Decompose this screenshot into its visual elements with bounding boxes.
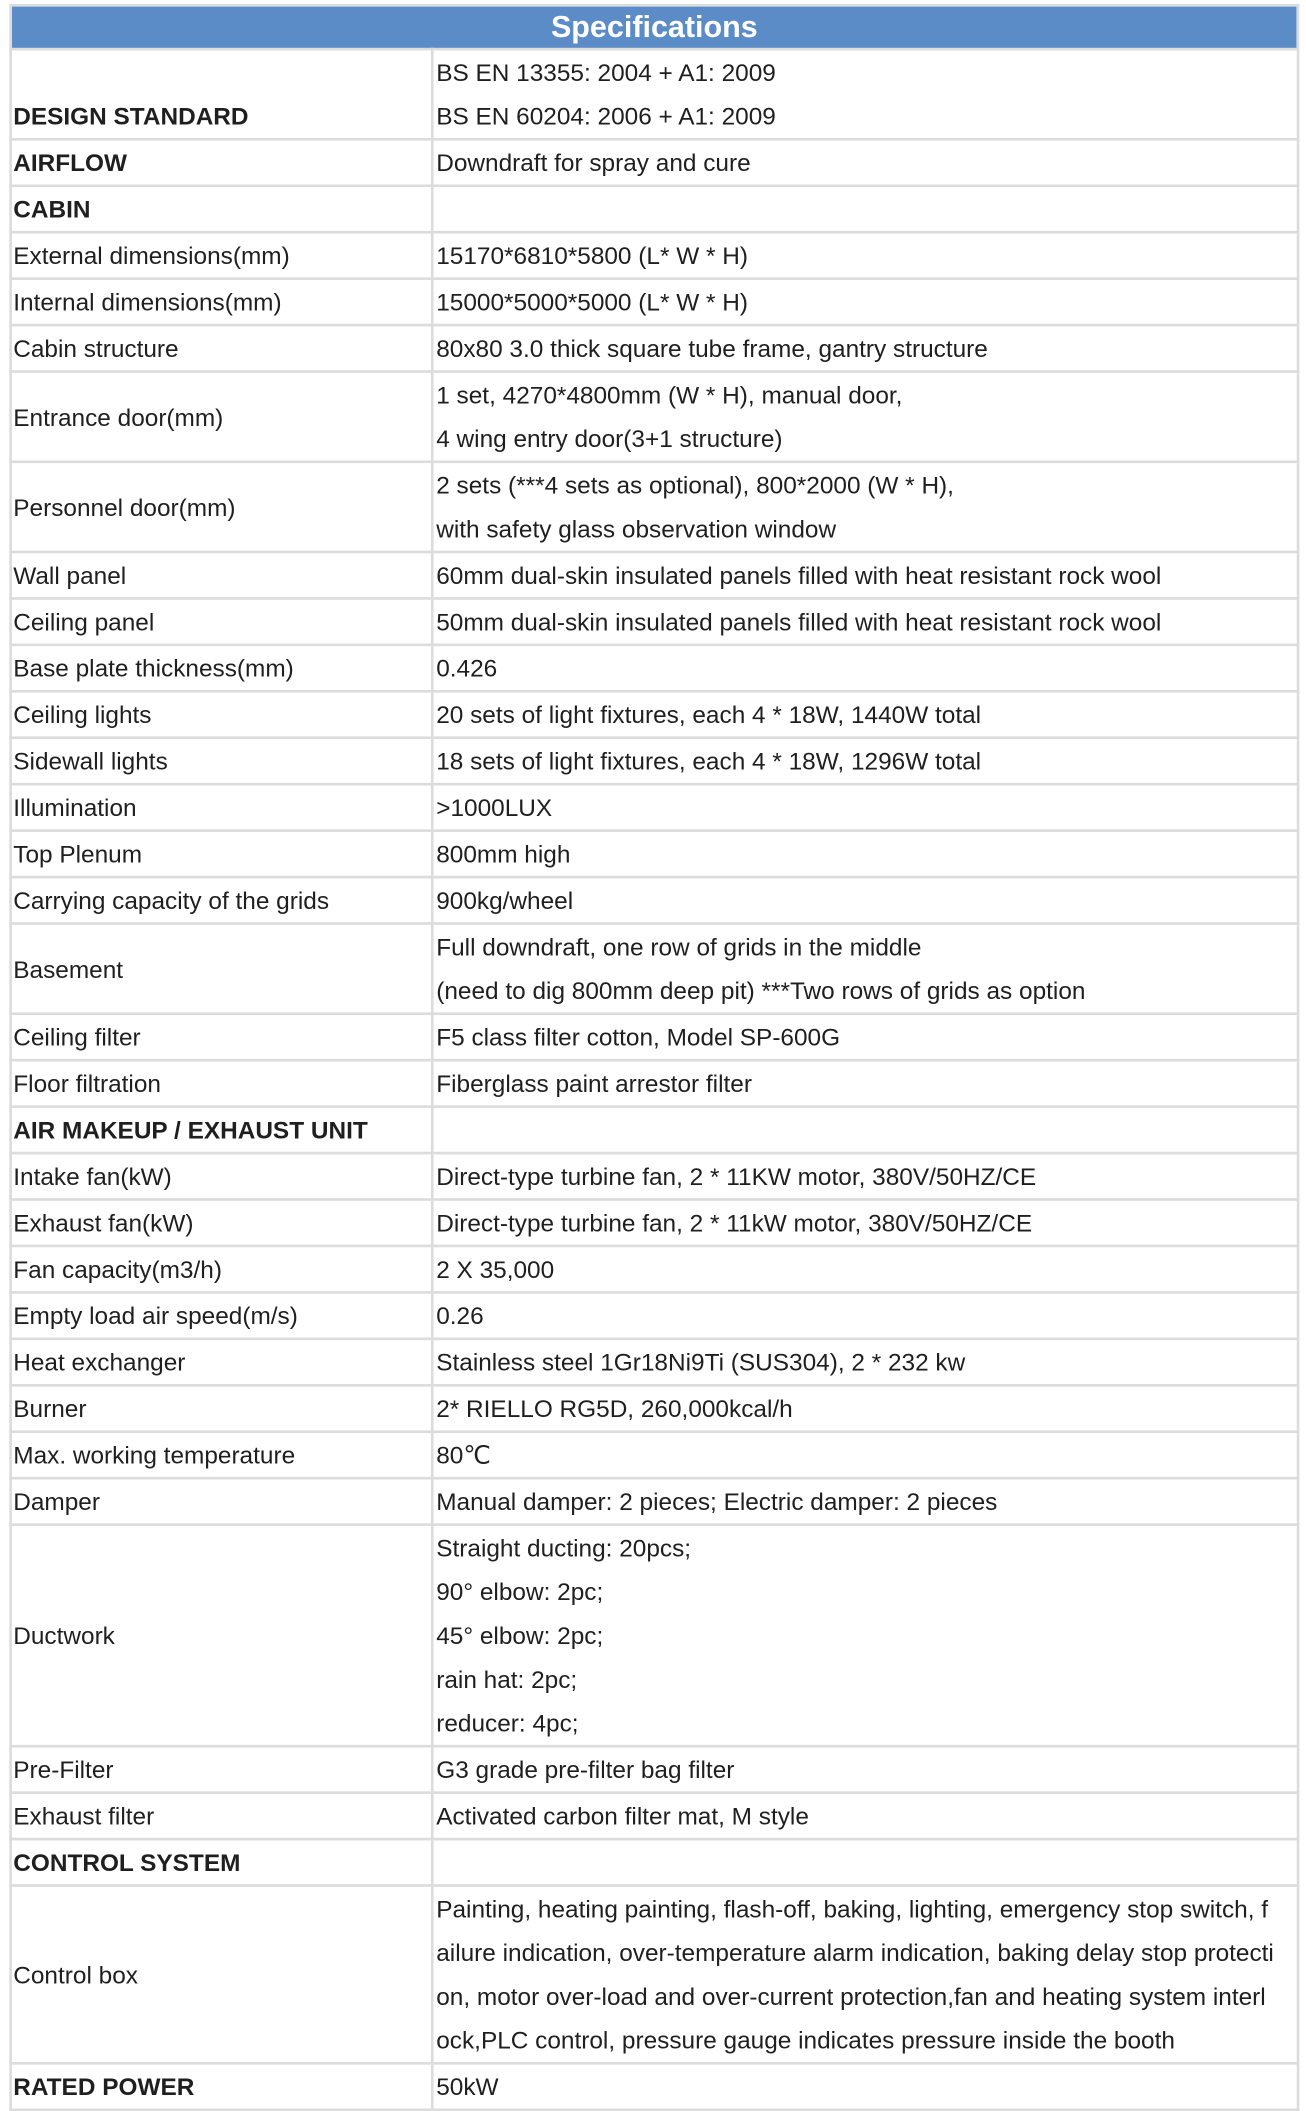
- spec-value-line: Straight ducting: 20pcs;: [436, 1533, 692, 1562]
- spec-value-line: 0.26: [436, 1301, 484, 1330]
- spec-value-line: (need to dig 800mm deep pit) ***Two rows of grids as option: [436, 976, 1086, 1005]
- spec-value-line: 80℃: [436, 1441, 491, 1469]
- spec-value: [432, 924, 1298, 1014]
- spec-value-line: Activated carbon filter mat, M style: [436, 1801, 809, 1830]
- spec-value-line: Downdraft for spray and cure: [436, 148, 751, 177]
- spec-value-line: ailure indication, over-temperature alarm indication, baking delay stop protecti: [436, 1938, 1274, 1967]
- section-label: RATED POWER: [11, 2063, 433, 2109]
- spec-label: Damper: [11, 1478, 433, 1524]
- spec-label: Base plate thickness(mm): [11, 645, 433, 691]
- table-row: [11, 1107, 1298, 1153]
- spec-value-line: 4 wing entry door(3+1 structure): [436, 424, 783, 453]
- table-row: [11, 1153, 1298, 1199]
- table-row: [11, 139, 1298, 185]
- table-row: [11, 691, 1298, 737]
- spec-value: [432, 186, 1298, 232]
- table-row: [11, 877, 1298, 923]
- spec-value-line: >1000LUX: [436, 793, 553, 822]
- spec-label: Exhaust filter: [11, 1793, 433, 1839]
- spec-value-line: Fiberglass paint arrestor filter: [436, 1069, 752, 1098]
- spec-value: [432, 1839, 1298, 1885]
- spec-label: Illumination: [11, 784, 433, 830]
- spec-label: Ceiling filter: [11, 1014, 433, 1060]
- spec-value-line: ock,PLC control, pressure gauge indicates pressure inside the booth: [436, 2026, 1175, 2055]
- spec-value: [432, 552, 1298, 598]
- spec-label: Wall panel: [11, 552, 433, 598]
- table-row: [11, 1478, 1298, 1524]
- spec-value: [432, 1014, 1298, 1060]
- spec-value: [432, 598, 1298, 644]
- spec-value-line: Painting, heating painting, flash-off, baking, lighting, emergency stop switch, f: [436, 1894, 1269, 1923]
- spec-value: [432, 1385, 1298, 1431]
- spec-label: Personnel door(mm): [11, 462, 433, 552]
- spec-label: Pre-Filter: [11, 1746, 433, 1792]
- spec-value-line: 80x80 3.0 thick square tube frame, gantry structure: [436, 334, 988, 363]
- spec-value: [432, 784, 1298, 830]
- spec-value-line: 18 sets of light fixtures, each 4 * 18W, 1296W total: [436, 747, 982, 775]
- spec-value: [432, 279, 1298, 325]
- table-row: [11, 325, 1298, 371]
- spec-value: [432, 49, 1298, 139]
- table-row: [11, 1246, 1298, 1292]
- table-row: [11, 598, 1298, 644]
- table-row: [11, 49, 1298, 139]
- spec-label: Carrying capacity of the grids: [11, 877, 433, 923]
- spec-value: [432, 877, 1298, 923]
- table-row: [11, 2063, 1298, 2109]
- table-row: [11, 372, 1298, 462]
- spec-value-line: 2* RIELLO RG5D, 260,000kcal/h: [436, 1394, 793, 1423]
- spec-value-line: 800mm high: [436, 839, 571, 868]
- spec-value-line: 900kg/wheel: [436, 886, 574, 915]
- spec-value-line: Direct-type turbine fan, 2 * 11kW motor, 380V/50HZ/CE: [436, 1208, 1033, 1237]
- table-header: [11, 5, 1298, 49]
- spec-label: Ceiling panel: [11, 598, 433, 644]
- table-row: [11, 1385, 1298, 1431]
- table-row: [11, 738, 1298, 784]
- section-label: DESIGN STANDARD: [11, 49, 433, 139]
- section-label: CONTROL SYSTEM: [11, 1839, 433, 1885]
- spec-label: Top Plenum: [11, 831, 433, 877]
- spec-value: [432, 462, 1298, 552]
- spec-value-line: BS EN 13355: 2004 + A1: 2009: [436, 58, 776, 87]
- spec-value-line: 1 set, 4270*4800mm (W * H), manual door,: [436, 380, 903, 409]
- spec-label: Heat exchanger: [11, 1339, 433, 1385]
- spec-value: [432, 139, 1298, 185]
- table-row: [11, 1292, 1298, 1338]
- table-row: [11, 784, 1298, 830]
- spec-value-line: Manual damper: 2 pieces; Electric damper: 2 pieces: [436, 1487, 998, 1516]
- table-row: [11, 1886, 1298, 2064]
- spec-value-line: Full downdraft, one row of grids in the middle: [436, 932, 922, 961]
- spec-label: External dimensions(mm): [11, 232, 433, 278]
- spec-label: Ceiling lights: [11, 691, 433, 737]
- spec-value: [432, 691, 1298, 737]
- section-label: AIRFLOW: [11, 139, 433, 185]
- spec-value: [432, 1339, 1298, 1385]
- spec-value: [432, 2063, 1298, 2109]
- spec-value: [432, 1746, 1298, 1792]
- spec-value-line: F5 class filter cotton, Model SP-600G: [436, 1023, 841, 1051]
- spec-label: Sidewall lights: [11, 738, 433, 784]
- spec-value-line: 50mm dual-skin insulated panels filled with heat resistant rock wool: [436, 607, 1162, 636]
- spec-value: [432, 645, 1298, 691]
- table-row: [11, 645, 1298, 691]
- spec-value-line: 90° elbow: 2pc;: [436, 1577, 604, 1606]
- table-row: [11, 1200, 1298, 1246]
- spec-label: Ductwork: [11, 1525, 433, 1747]
- table-row: [11, 186, 1298, 232]
- table-row: [11, 1060, 1298, 1106]
- spec-label: Cabin structure: [11, 325, 433, 371]
- spec-value-line: 2 sets (***4 sets as optional), 800*2000 (W * H),: [436, 471, 954, 499]
- spec-label: Internal dimensions(mm): [11, 279, 433, 325]
- spec-value-line: on, motor over-load and over-current protection,fan and heating system interl: [436, 1982, 1266, 2011]
- specifications-table: [9, 4, 1299, 2111]
- table-row: [11, 462, 1298, 552]
- spec-value-line: rain hat: 2pc;: [436, 1665, 578, 1694]
- spec-value-line: [436, 1840, 1294, 1884]
- table-row: [11, 1839, 1298, 1885]
- spec-value-line: 2 X 35,000: [436, 1255, 555, 1284]
- table-row: [11, 1525, 1298, 1747]
- spec-value: [432, 1793, 1298, 1839]
- spec-value-line: with safety glass observation window: [436, 514, 837, 543]
- spec-value: [432, 1200, 1298, 1246]
- spec-value-line: 50kW: [436, 2072, 499, 2101]
- spec-label: Fan capacity(m3/h): [11, 1246, 433, 1292]
- table-title: Specifications: [11, 5, 1298, 49]
- spec-value-line: 20 sets of light fixtures, each 4 * 18W, 1440W total: [436, 700, 982, 729]
- spec-value-line: BS EN 60204: 2006 + A1: 2009: [436, 102, 776, 131]
- table-row: [11, 279, 1298, 325]
- spec-value-line: 45° elbow: 2pc;: [436, 1621, 604, 1650]
- table-row: [11, 831, 1298, 877]
- table-row: [11, 1339, 1298, 1385]
- spec-label: Intake fan(kW): [11, 1153, 433, 1199]
- spec-value: [432, 1525, 1298, 1747]
- spec-value: [432, 1432, 1298, 1478]
- spec-label: Max. working temperature: [11, 1432, 433, 1478]
- spec-value: [432, 1292, 1298, 1338]
- table-row: [11, 924, 1298, 1014]
- table-row: [11, 1432, 1298, 1478]
- spec-label: Basement: [11, 924, 433, 1014]
- table-row: [11, 1746, 1298, 1792]
- spec-value: [432, 1060, 1298, 1106]
- table-row: [11, 552, 1298, 598]
- table-row: [11, 232, 1298, 278]
- spec-value: [432, 372, 1298, 462]
- spec-value: [432, 1153, 1298, 1199]
- section-label: CABIN: [11, 186, 433, 232]
- spec-value: [432, 1478, 1298, 1524]
- table-row: [11, 1793, 1298, 1839]
- spec-label: Entrance door(mm): [11, 372, 433, 462]
- spec-value-line: [436, 187, 1294, 231]
- spec-label: Floor filtration: [11, 1060, 433, 1106]
- spec-label: Burner: [11, 1385, 433, 1431]
- spec-value-line: reducer: 4pc;: [436, 1709, 579, 1737]
- spec-value: [432, 1886, 1298, 2064]
- spec-value-line: G3 grade pre-filter bag filter: [436, 1755, 735, 1784]
- section-label: AIR MAKEUP / EXHAUST UNIT: [11, 1107, 433, 1153]
- spec-value: [432, 1246, 1298, 1292]
- spec-value: [432, 831, 1298, 877]
- spec-value: [432, 1107, 1298, 1153]
- spec-value-line: Stainless steel 1Gr18Ni9Ti (SUS304), 2 * 232 kw: [436, 1348, 966, 1376]
- table-row: [11, 1014, 1298, 1060]
- spec-label: Empty load air speed(m/s): [11, 1292, 433, 1338]
- spec-value-line: 15000*5000*5000 (L* W * H): [436, 287, 749, 316]
- spec-value-line: 60mm dual-skin insulated panels filled with heat resistant rock wool: [436, 561, 1162, 590]
- spec-value-line: Direct-type turbine fan, 2 * 11KW motor, 380V/50HZ/CE: [436, 1162, 1037, 1191]
- spec-value: [432, 325, 1298, 371]
- spec-value-line: [436, 1108, 1294, 1152]
- spec-value-line: 0.426: [436, 654, 498, 683]
- spec-value: [432, 232, 1298, 278]
- spec-value-line: 15170*6810*5800 (L* W * H): [436, 241, 749, 270]
- spec-value: [432, 738, 1298, 784]
- spec-label: Control box: [11, 1886, 433, 2064]
- spec-label: Exhaust fan(kW): [11, 1200, 433, 1246]
